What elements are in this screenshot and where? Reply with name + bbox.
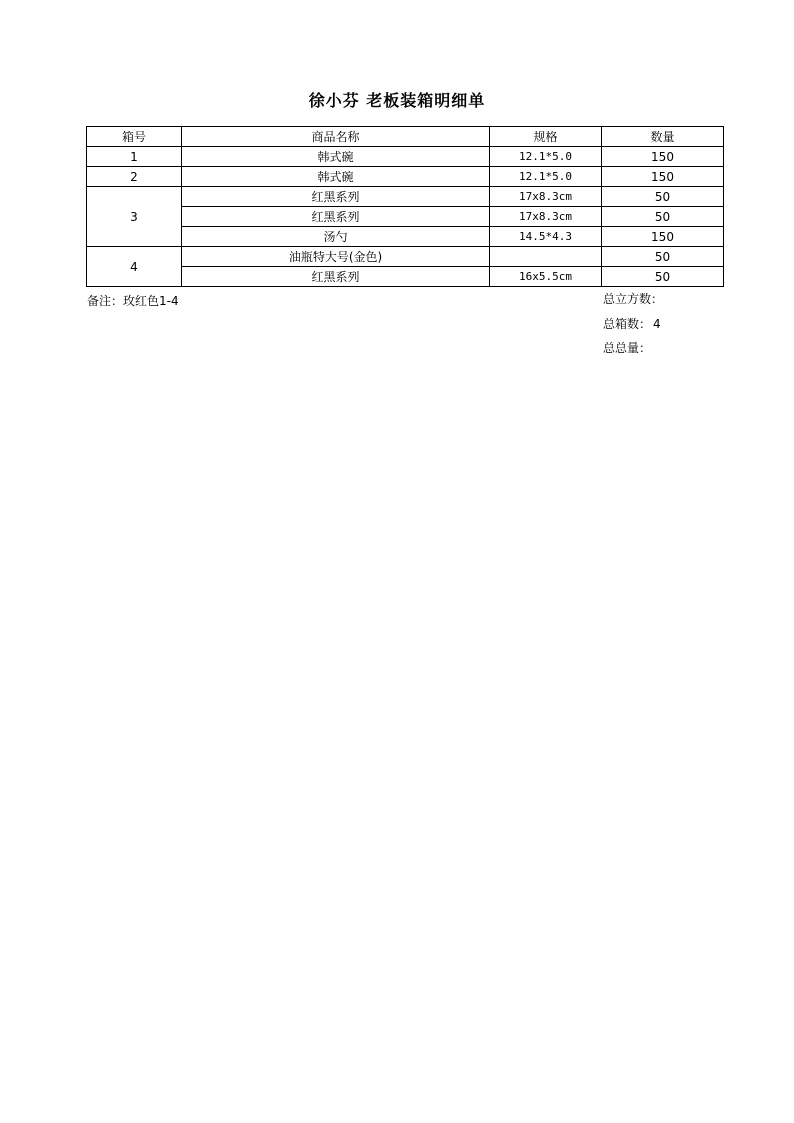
- table-row: [87, 267, 724, 287]
- table-row: [87, 187, 724, 207]
- box-number-cell: 2: [87, 167, 182, 187]
- summary-total-volume: [603, 290, 663, 307]
- table-row: [87, 147, 724, 167]
- table-row: [87, 227, 724, 247]
- header-quantity: 数量: [602, 127, 724, 147]
- total-volume-label: 总立方数：: [603, 292, 664, 306]
- summary-total-quantity: [603, 339, 651, 356]
- quantity-cell: 50: [602, 207, 724, 227]
- box-number-cell: 1: [87, 147, 182, 167]
- product-name-cell: 韩式碗: [182, 167, 490, 187]
- spec-cell: 17x8.3cm: [490, 187, 602, 207]
- quantity-cell: 50: [602, 187, 724, 207]
- spec-cell: 16x5.5cm: [490, 267, 602, 287]
- remark-note: 备注：玫红色1-4: [87, 294, 179, 308]
- product-name-cell: 红黑系列: [182, 187, 490, 207]
- quantity-cell: 150: [602, 167, 724, 187]
- total-boxes-label: 总箱数：: [603, 317, 652, 331]
- table-header-row: [87, 127, 724, 147]
- spec-cell: 12.1*5.0: [490, 147, 602, 167]
- total-boxes-value: 4: [653, 317, 661, 331]
- summary-total-boxes: [603, 315, 661, 332]
- header-spec: 规格: [490, 127, 602, 147]
- table-row: [87, 247, 724, 267]
- product-name-cell: 红黑系列: [182, 267, 490, 287]
- spec-cell: 14.5*4.3: [490, 227, 602, 247]
- total-quantity-label: 总总量：: [603, 341, 652, 355]
- product-name-cell: 韩式碗: [182, 147, 490, 167]
- quantity-cell: 50: [602, 267, 724, 287]
- product-name-cell: 红黑系列: [182, 207, 490, 227]
- header-product-name: 商品名称: [182, 127, 490, 147]
- product-name-cell: 油瓶特大号(金色): [182, 247, 490, 267]
- page-title: 徐小芬 老板装箱明细单: [308, 91, 486, 110]
- header-box-no: 箱号: [87, 127, 182, 147]
- table-row: [87, 167, 724, 187]
- box-number-cell: 4: [87, 247, 182, 287]
- spec-cell: [490, 247, 602, 267]
- quantity-cell: 150: [602, 227, 724, 247]
- spec-cell: 17x8.3cm: [490, 207, 602, 227]
- table-row: [87, 207, 724, 227]
- quantity-cell: 150: [602, 147, 724, 167]
- quantity-cell: 50: [602, 247, 724, 267]
- spec-cell: 12.1*5.0: [490, 167, 602, 187]
- packing-list-table: [86, 126, 724, 287]
- product-name-cell: 汤勺: [182, 227, 490, 247]
- box-number-cell: 3: [87, 187, 182, 247]
